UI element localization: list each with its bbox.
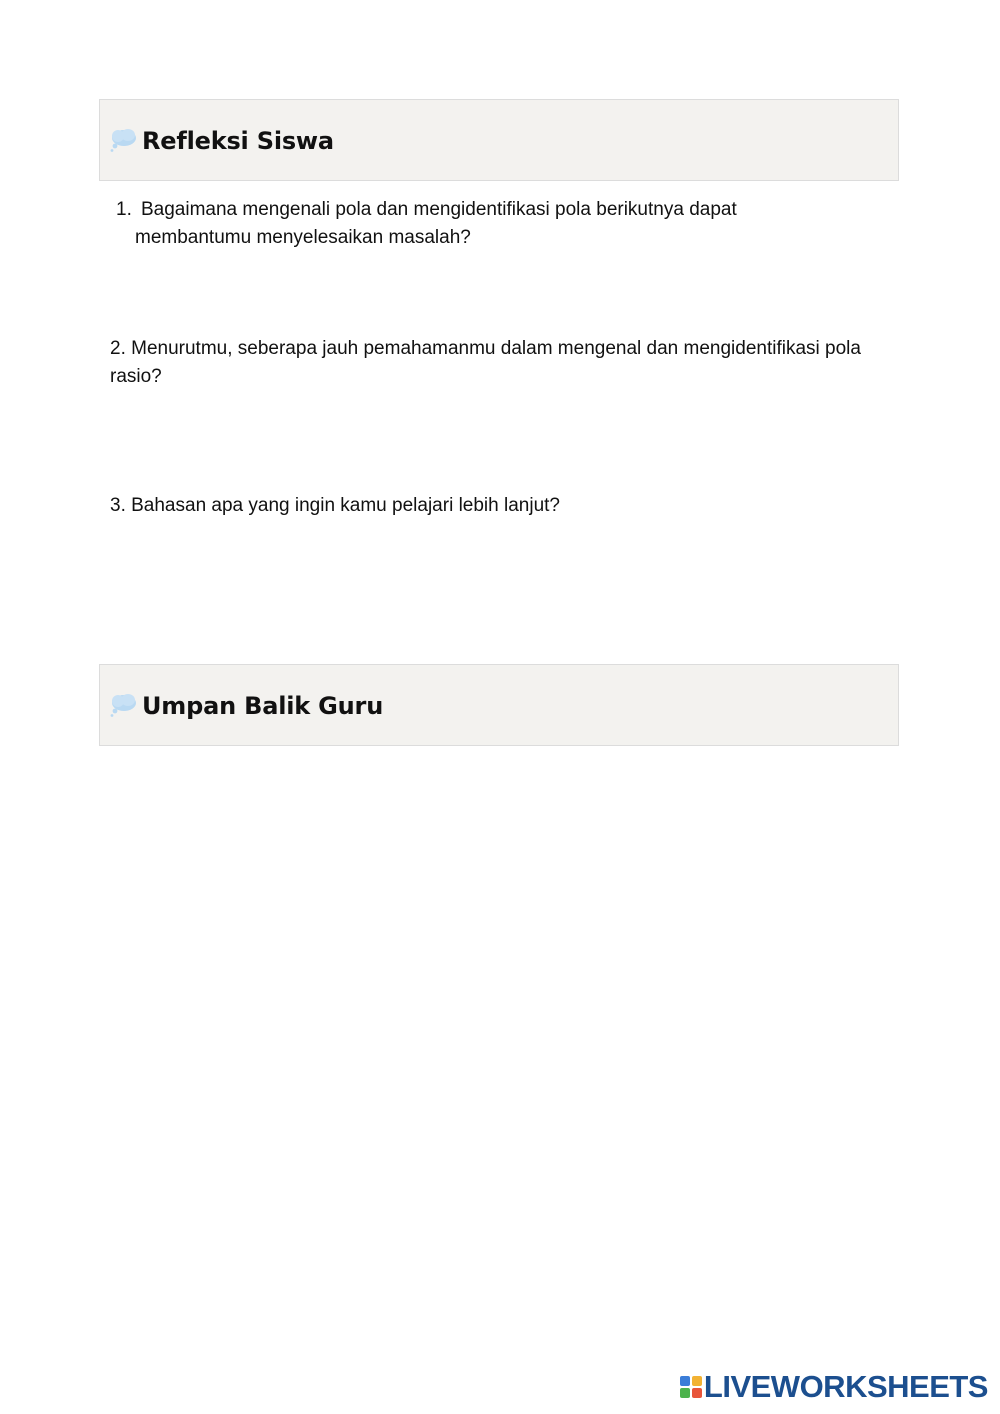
logo-text: LIVEWORKSHEETS: [703, 1369, 988, 1404]
liveworksheets-logo: [680, 1370, 988, 1404]
liveworksheets-logo-icon: [680, 1376, 702, 1398]
thought-bubble-icon: [109, 692, 137, 718]
section-title: Umpan Balik Guru: [142, 692, 384, 720]
question-3: 3. Bahasan apa yang ingin kamu pelajari lebih lanjut?: [110, 495, 560, 516]
feedback-section-header: [99, 664, 899, 746]
question-2: 2. Menurutmu, seberapa jauh pemahamanmu dalam mengenal dan mengidentifikasi pola rasio?: [110, 338, 861, 387]
reflection-section-header: [99, 99, 899, 181]
question-number: 1.: [116, 199, 132, 220]
thought-bubble-icon: [109, 127, 137, 153]
question-text: Bagaimana mengenali pola dan mengidentifikasi pola berikutnya dapat membantumu menyelesaikan masalah?: [135, 199, 737, 248]
section-title: Refleksi Siswa: [142, 127, 334, 155]
question-1: [110, 196, 810, 252]
